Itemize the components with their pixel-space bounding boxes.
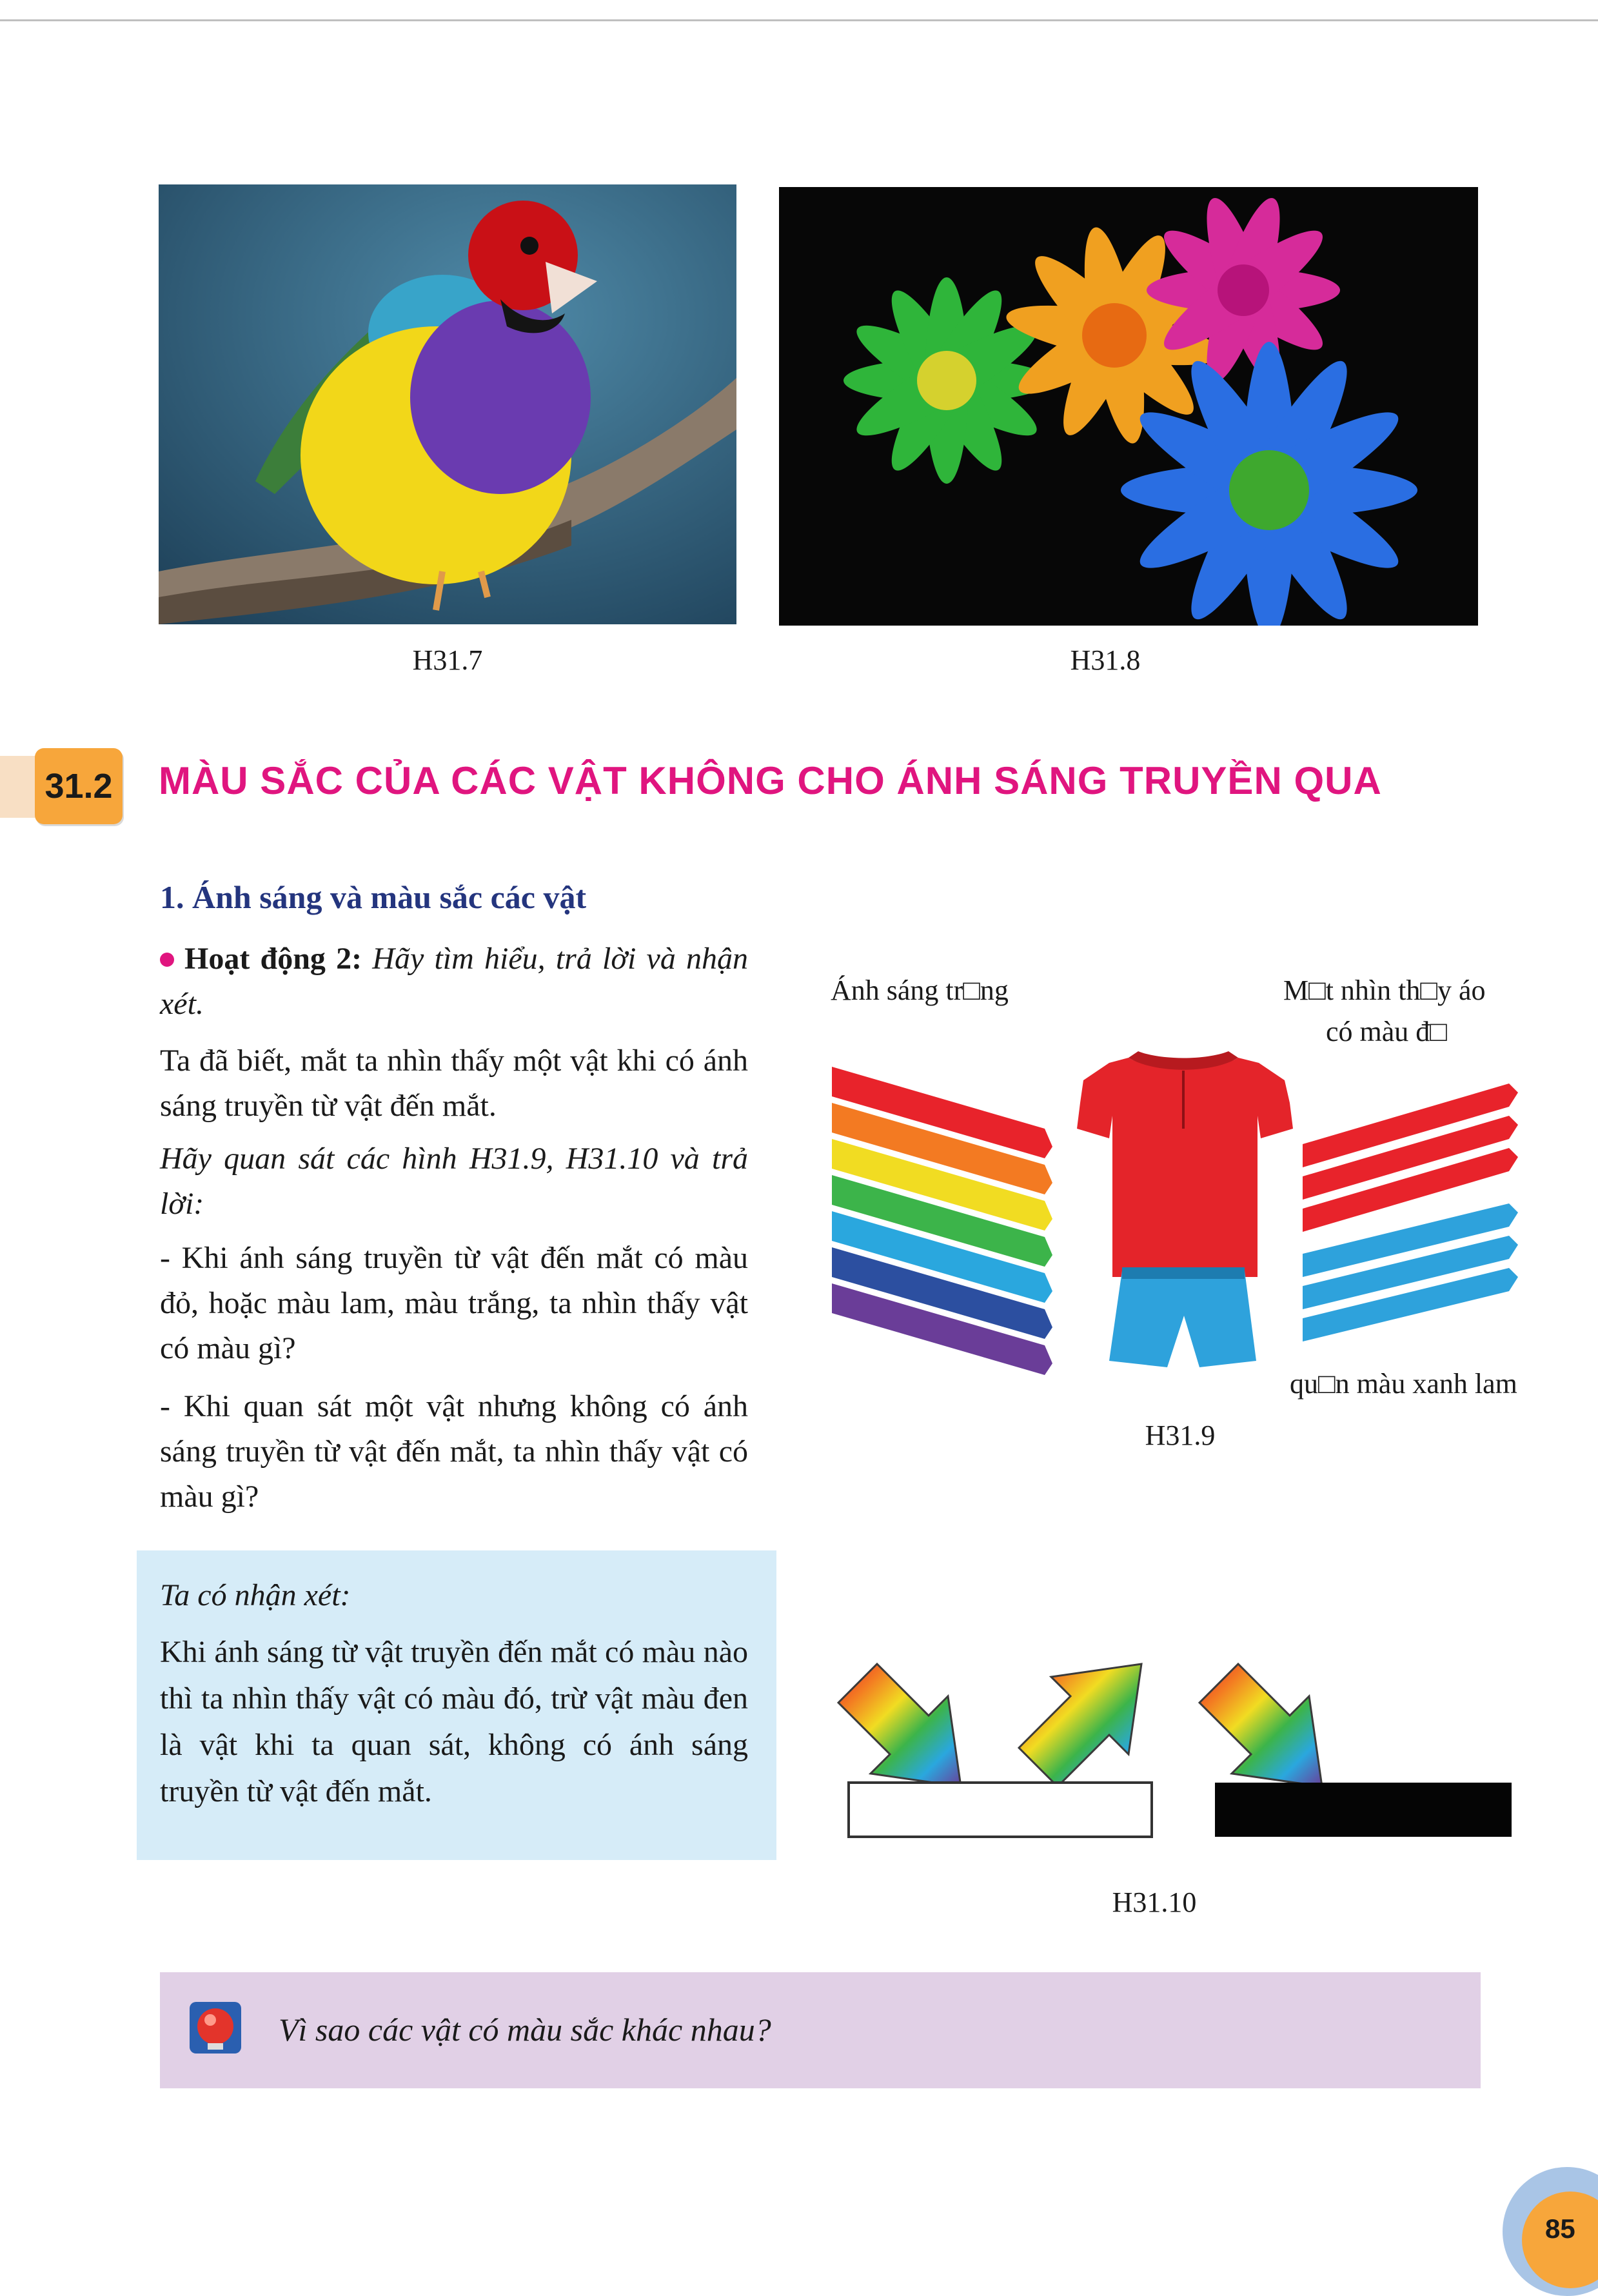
activity-paragraph [160, 936, 748, 1027]
bullet-dot [160, 953, 174, 967]
fig9-caption: H31.9 [1145, 1420, 1216, 1451]
fig10-caption: H31.10 [1112, 1886, 1197, 1918]
bird-photo [159, 184, 736, 624]
fig9-diagram [825, 1045, 1548, 1380]
page-number-text: 85 [1545, 2213, 1575, 2244]
top-rule [0, 19, 1598, 21]
incoming-light-arrows [832, 1067, 1052, 1375]
fig9-pants-label: qu□n màu xanh lam [1290, 1368, 1517, 1400]
fig10-diagram [825, 1638, 1522, 1845]
reflected-blue-arrows [1303, 1203, 1518, 1341]
blue-shorts [1109, 1267, 1256, 1367]
fig9-white-light-label: Ánh sáng tr□ng [831, 975, 1009, 1006]
note-body: Khi ánh sáng từ vật truyền đến mắt có màu nào thì ta nhìn thấy vật có màu đó, trừ vật màu đen là vật khi ta quan sát, không có ánh sáng truyền từ vật đến mắt. [160, 1635, 748, 1808]
red-shirt [1077, 1051, 1293, 1277]
incoming-light-arrow-white [838, 1664, 961, 1786]
reflected-light-arrow-white [1019, 1664, 1141, 1786]
flowers-caption: H31.8 [1070, 644, 1141, 676]
section-title: MÀU SẮC CỦA CÁC VẬT KHÔNG CHO ÁNH SÁNG TRUYỀN QUA [159, 759, 1382, 802]
incoming-light-arrow-black [1199, 1664, 1322, 1786]
question-text: Vì sao các vật có màu sắc khác nhau? [279, 2012, 771, 2048]
fig9-eye-label-line2: có màu đ□ [1326, 1016, 1447, 1047]
paragraph-1: Ta đã biết, mắt ta nhìn thấy một vật khi có ánh sáng truyền từ vật đến mắt. [160, 1044, 748, 1123]
paragraph-2-text: Hãy quan sát các hình H31.9, H31.10 và trả lời: [160, 1142, 748, 1221]
subsection-title: 1. Ánh sáng và màu sắc các vật [160, 879, 587, 915]
fig9-eye-label-line1: M□t nhìn th□y áo [1283, 975, 1486, 1006]
bird-caption: H31.7 [412, 644, 483, 676]
activity-label: Hoạt động 2: [184, 942, 362, 976]
black-object-bar [1215, 1783, 1512, 1837]
activity-instruction: Hãy tìm hiểu, trả lời và nhận xét. [160, 942, 749, 1021]
paragraph-3: - Khi ánh sáng truyền từ vật đến mắt có màu đỏ, hoặc màu lam, màu trắng, ta nhìn thấy vật có màu gì? [160, 1241, 748, 1365]
paragraph-4: - Khi quan sát một vật nhưng không có ánh sáng truyền từ vật đến mắt, ta nhìn thấy vật có màu gì? [160, 1389, 748, 1514]
note-heading: Ta có nhận xét: [160, 1578, 351, 1612]
paragraph-2 [160, 1136, 748, 1227]
white-object-bar [849, 1783, 1152, 1837]
light-bulb-icon [188, 2001, 242, 2055]
flowers-photo [779, 187, 1478, 626]
section-number-badge: 31.2 [35, 748, 123, 824]
